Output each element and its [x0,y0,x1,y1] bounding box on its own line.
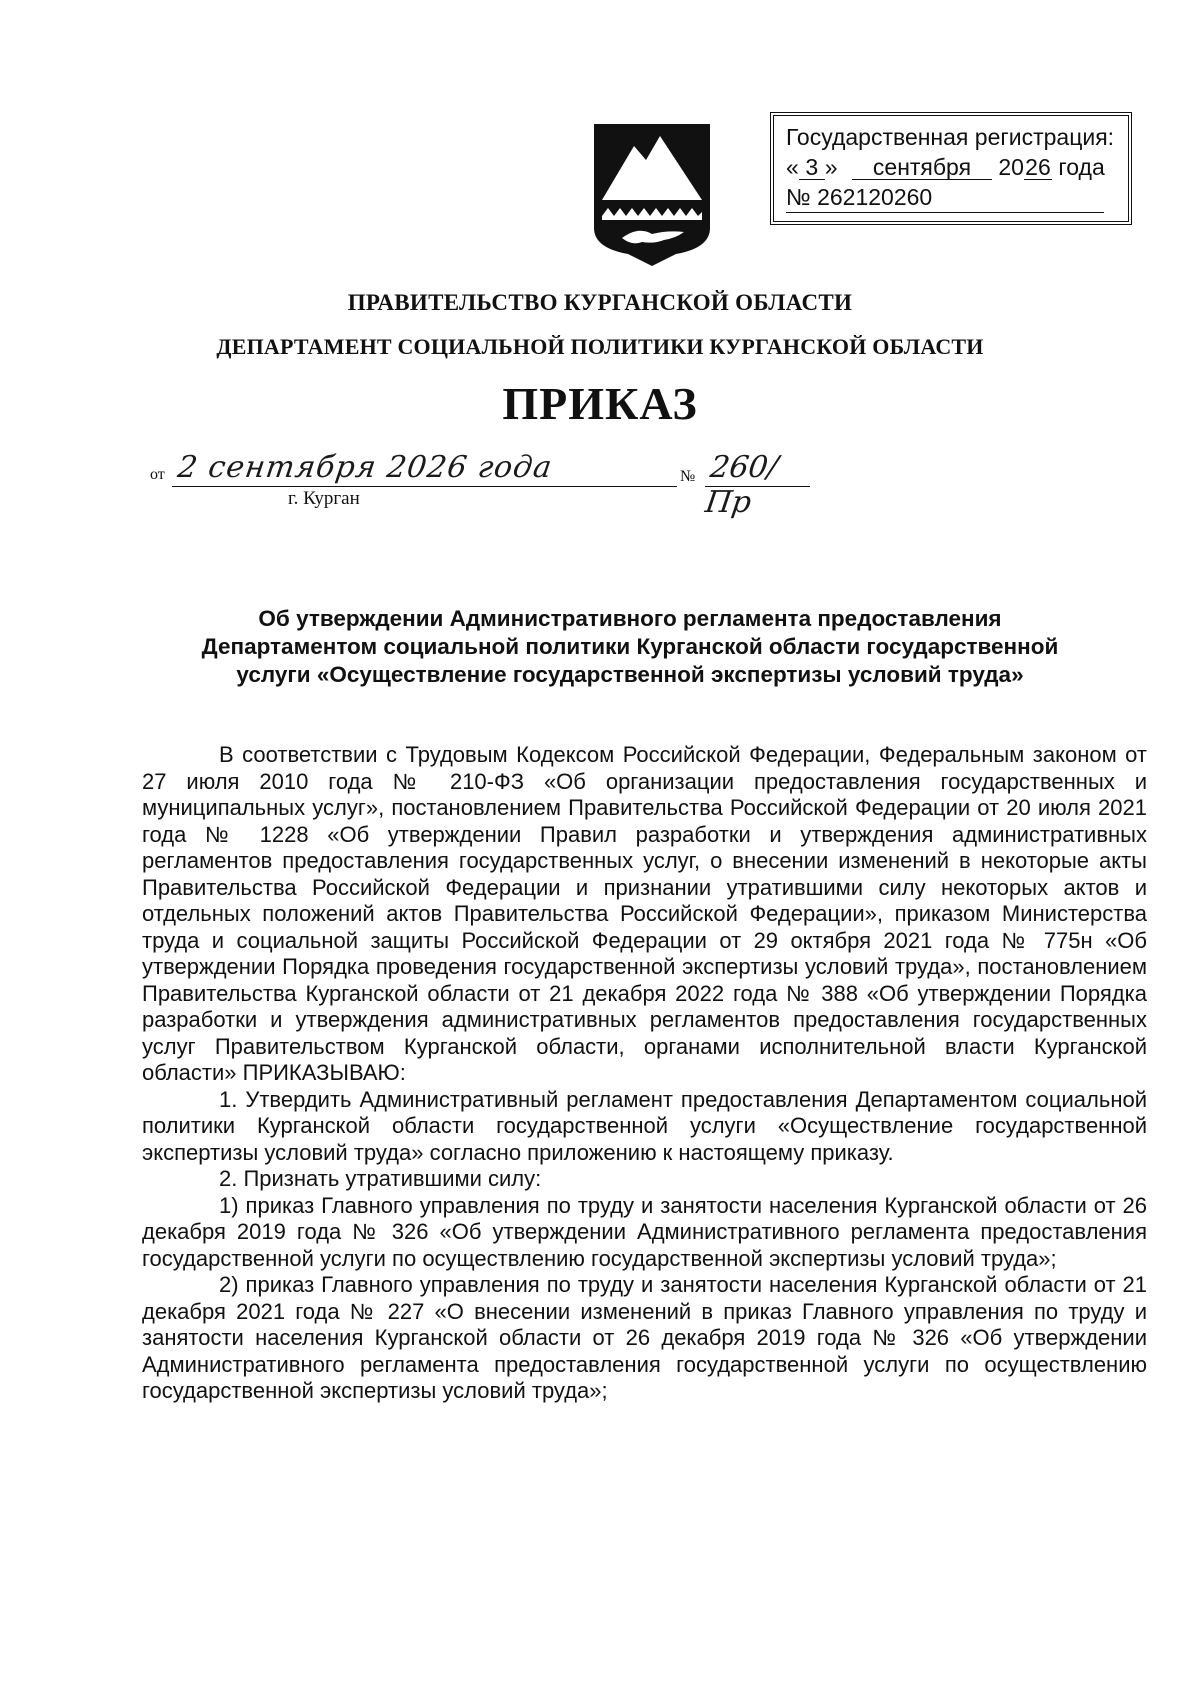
order-date-number [150,450,781,522]
order-from-label: от [150,466,165,483]
department-title: ДЕПАРТАМЕНТ СОЦИАЛЬНОЙ ПОЛИТИКИ КУРГАНСКОЙ ОБЛАСТИ [216,334,984,359]
order-body [142,742,1147,1405]
registration-day: 3 [799,155,825,180]
clause-2-item-2: 2) приказ Главного управления по труду и занятости населения Курганской области от 21 декабря 2021 года № 227 «О внесении изменений в приказ Главного управления по труду и занятости населения Курганской области от 26 декабря 2019 года № 326 «Об утверждении Административного регламента предоставления государственной услуги по осуществлению государственной экспертизы условий труда»; [142,1272,1147,1403]
registration-year-prefix: 20 [998,154,1024,180]
registration-year-word: года [1058,154,1105,180]
clause-2: 2. Признать утратившими силу: [219,1166,542,1191]
number-underline [705,486,810,487]
registration-title: Государственная регистрация: [786,124,1115,150]
registration-number-line [786,182,1128,212]
clause-1: 1. Утвердить Административный регламент предоставления Департаментом социальной политики Курганской области государственной услуги «Осуществление государственной экспертизы условий труда» согласно приложению к настоящему приказу. [142,1086,1147,1165]
order-title-line: Об утверждении Административного регламента предоставления [258,606,1002,631]
registration-date [786,152,1128,182]
registration-number-label: № [786,184,811,210]
government-title: ПРАВИТЕЛЬСТВО КУРГАНСКОЙ ОБЛАСТИ [347,290,853,315]
document-type: ПРИКАЗ [502,378,698,429]
order-number-label: № [680,468,696,485]
registration-number: 262120260 [817,184,933,210]
order-city: г. Курган [288,488,360,509]
date-underline [172,486,677,487]
coat-of-arms-icon [588,120,716,268]
registration-stamp [770,112,1132,225]
order-title-line: услуги «Осуществление государственной экспертизы условий труда» [236,662,1024,687]
clause-2-item-1: 1) приказ Главного управления по труду и занятости населения Курганской области от 26 декабря 2019 года № 326 «Об утверждении Административного регламента предоставления государственной услуги по осуществлению государственной экспертизы условий труда»; [142,1192,1147,1271]
registration-month: сентября [852,155,992,180]
registration-quote-close: » [824,154,838,180]
order-date-handwritten: 2 сентября 2026 года [175,450,555,485]
order-number-handwritten: 260/Пр [703,450,781,520]
preamble-paragraph: В соответствии с Трудовым Кодексом Российской Федерации, Федеральным законом от 27 июля 2010 года № 210-ФЗ «Об организации предоставления государственных и муниципальных услуг», постановлением Правительства Российской Федерации от 20 июля 2021 года № 1228 «Об утверждении Правил разработки и утверждения административных регламентов предоставления государственных услуг, о внесении изменений в некоторые акты Правительства Российской Федерации и признании утратившими силу некоторых актов и отдельных положений актов Правительства Российской Федерации», приказом Министерства труда и социальной защиты Российской Федерации от 29 октября 2021 года № 775н «Об утверждении Порядка проведения государственной экспертизы условий труда», постановлением Правительства Курганской области от 21 декабря 2022 года № 388 «Об утверждении Порядка разработки и утверждения административных регламентов предоставления государственных услуг Правительством Курганской области, органами исполнительной власти Курганской области» ПРИКАЗЫВАЮ: [142,742,1147,1085]
registration-quote-open: « [786,154,799,180]
order-title-line: Департаментом социальной политики Курганской области государственной [201,634,1059,659]
order-title [150,605,1110,689]
registration-year-suffix: 26 [1025,154,1051,180]
